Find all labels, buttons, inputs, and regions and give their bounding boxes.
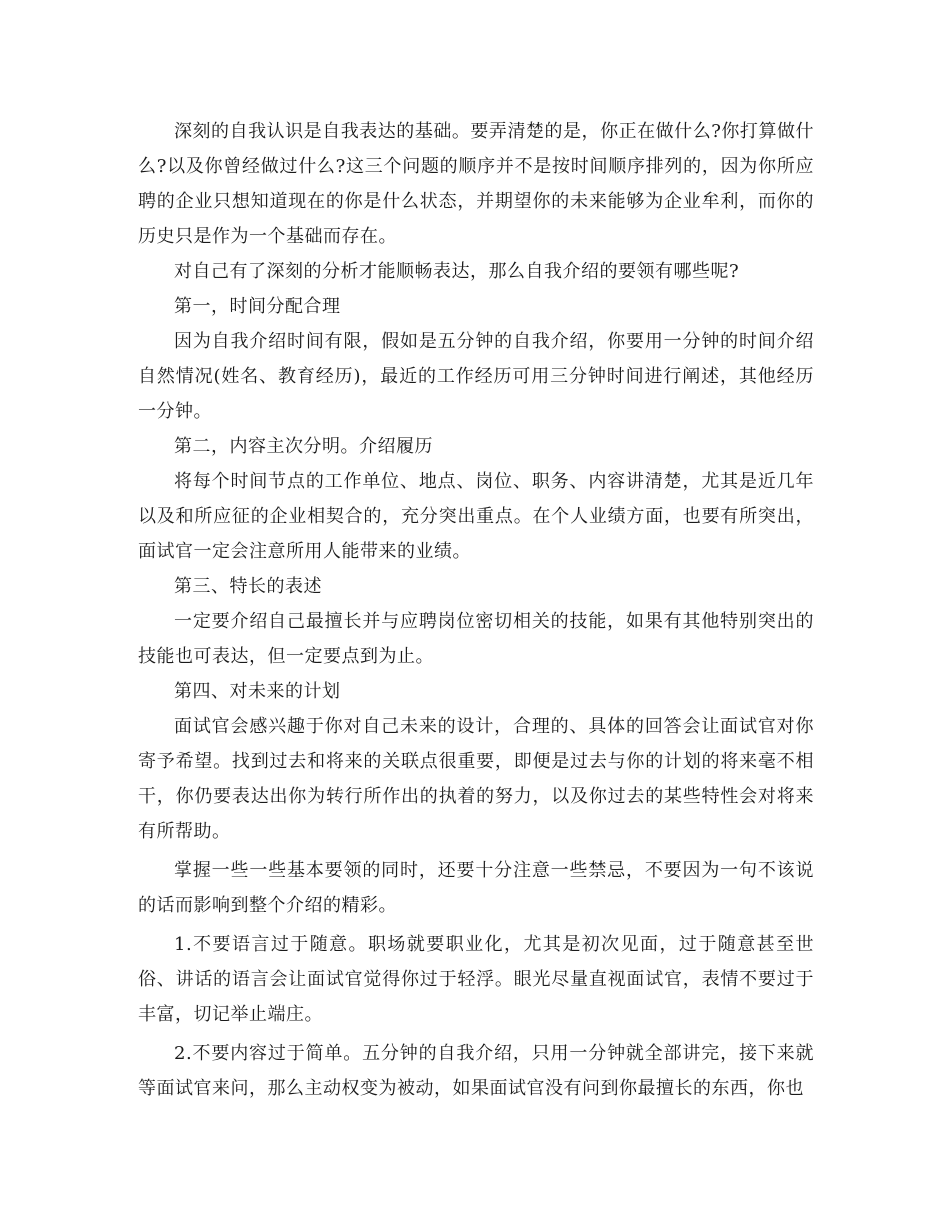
list-item-taboo-2: 2.不要内容过于简单。五分钟的自我介绍，只用一分钟就全部讲完，接下来就等面试官来问，那么主动权变为被动，如果面试官没有问到你最擅长的东西，你也 — [138, 1043, 814, 1099]
heading-content-priority: 第二，内容主次分明。介绍履历 — [174, 436, 433, 457]
heading-strengths: 第三、特长的表述 — [174, 576, 322, 597]
paragraph-future-plans: 面试官会感兴趣于你对自己未来的设计，合理的、具体的回答会让面试官对你寄予希望。找到过去和将来的关联点很重要，即便是过去与你的计划的将来毫不相干，你仍要表达出你为转行所作出的执着的努力，以及你过去的某些特性会对将来有所帮助。 — [138, 716, 814, 842]
document-body — [138, 114, 814, 1106]
heading-time-allocation: 第一，时间分配合理 — [174, 296, 341, 317]
paragraph-key-points-intro: 对自己有了深刻的分析才能顺畅表达，那么自我介绍的要领有哪些呢? — [174, 261, 740, 282]
paragraph-time-allocation: 因为自我介绍时间有限，假如是五分钟的自我介绍，你要用一分钟的时间介绍自然情况(姓名、教育经历)，最近的工作经历可用三分钟时间进行阐述，其他经历一分钟。 — [138, 331, 814, 422]
paragraph-self-awareness: 深刻的自我认识是自我表达的基础。要弄清楚的是，你正在做什么?你打算做什么?以及你曾经做过什么?这三个问题的顺序并不是按时间顺序排列的，因为你所应聘的企业只想知道现在的你是什么状态，并期望你的未来能够为企业牟利，而你的历史只是作为一个基础而存在。 — [138, 121, 814, 247]
paragraph-strengths: 一定要介绍自己最擅长并与应聘岗位密切相关的技能，如果有其他特别突出的技能也可表达，但一定要点到为止。 — [138, 611, 814, 667]
paragraph-content-priority: 将每个时间节点的工作单位、地点、岗位、职务、内容讲清楚，尤其是近几年以及和所应征的企业相契合的，充分突出重点。在个人业绩方面，也要有所突出，面试官一定会注意所用人能带来的业绩。 — [138, 471, 814, 562]
list-item-taboo-1: 1.不要语言过于随意。职场就要职业化，尤其是初次见面，过于随意甚至世俗、讲话的语言会让面试官觉得你过于轻浮。眼光尽量直视面试官，表情不要过于丰富，切记举止端庄。 — [138, 934, 814, 1025]
heading-future-plans: 第四、对未来的计划 — [174, 681, 341, 702]
paragraph-taboos-intro: 掌握一些一些基本要领的同时，还要十分注意一些禁忌，不要因为一句不该说的话而影响到整个介绍的精彩。 — [138, 860, 814, 916]
